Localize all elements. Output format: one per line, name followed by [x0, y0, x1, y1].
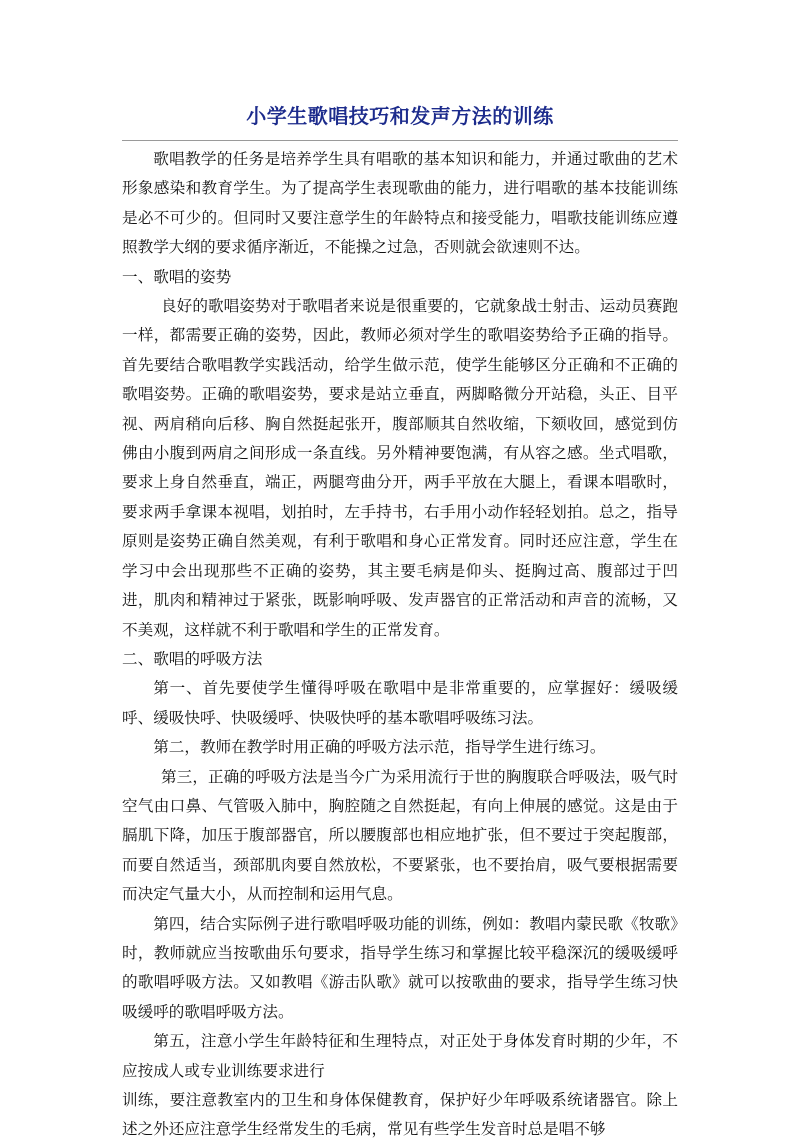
breathing-point-5: 第五，注意小学生年龄特征和生理特点，对正处于身体发育时期的少年，不应按成人或专业训练要求进行 — [122, 1032, 678, 1080]
intro-paragraph: 歌唱教学的任务是培养学生具有唱歌的基本知识和能力，并通过歌曲的艺术形象感染和教育学生。为了提高学生表现歌曲的能力，进行唱歌的基本技能训练是必不可少的。但同时又要注意学生的年龄特点和接受能力，唱歌技能训练应遵照教学大纲的要求循序渐近，不能操之过急，否则就会欲速则不达。 — [122, 150, 678, 257]
posture-paragraph: 良好的歌唱姿势对于歌唱者来说是很重要的，它就象战士射击、运动员赛跑一样，都需要正确的姿势，因此，教师必须对学生的歌唱姿势给予正确的指导。首先要结合歌唱教学实践活动，给学生做示范，使学生能够区分正确和不正确的歌唱姿势。正确的歌唱姿势，要求是站立垂直，两脚略微分开站稳，头正、目平视、两肩稍向后移、胸自然挺起张开，腹部顺其自然收缩，下颏收回，感觉到仿佛由小腹到两肩之间形成一条直线。另外精神要饱满，有从容之感。坐式唱歌，要求上身自然垂直，端正，两腿弯曲分开，两手平放在大腿上，看课本唱歌时，要求两手拿课本视唱，划拍时，左手持书，右手用小动作轻轻划拍。总之，指导原则是姿势正确自然美观，有利于歌唱和身心正常发育。同时还应注意，学生在学习中会出现那些不正确的姿势，其主要毛病是仰头、挺胸过高、腹部过于凹进，肌肉和精神过于紧张，既影响呼吸、发声器官的正常活动和声音的流畅，又不美观，这样就不利于歌唱和学生的正常发育。 — [122, 297, 678, 639]
section-heading-breathing: 二、歌唱的呼吸方法 — [122, 649, 263, 668]
breathing-point-2: 第二，教师在教学时用正确的呼吸方法示范，指导学生进行练习。 — [153, 738, 606, 757]
breathing-point-5-continued: 训练，要注意教室内的卫生和身体保健教育，保护好少年呼吸系统诸器官。除上述之外还应注意学生经常发生的毛病，常见有些学生发音时总是唱不够 — [122, 1091, 678, 1139]
breathing-point-3: 第三，正确的呼吸方法是当今广为采用流行于世的胸腹联合呼吸法，吸气时空气由口鼻、气管吸入肺中，胸腔随之自然挺起，有向上伸展的感觉。这是由于膈肌下降，加压于腹部器官，所以腰腹部也相应地扩张，但不要过于突起腹部，而要自然适当，颈部肌肉要自然放松，不要紧张，也不要抬肩，吸气要根据需要而决定气量大小，从而控制和运用气息。 — [122, 767, 678, 904]
document-body — [122, 145, 678, 1145]
document-page — [122, 96, 678, 1145]
breathing-point-1: 第一、首先要使学生懂得呼吸在歌唱中是非常重要的，应掌握好：缓吸缓呼、缓吸快呼、快吸缓呼、快吸快呼的基本歌唱呼吸练习法。 — [122, 679, 678, 727]
document-title: 小学生歌唱技巧和发声方法的训练 — [246, 104, 554, 128]
title-divider — [122, 140, 678, 141]
breathing-point-4: 第四，结合实际例子进行歌唱呼吸功能的训练，例如：教唱内蒙民歌《牧歌》时，教师就应当按歌曲乐句要求，指导学生练习和掌握比较平稳深沉的缓吸缓呼的歌唱呼吸方法。又如教唱《游击队歌》就可以按歌曲的要求，指导学生练习快吸缓呼的歌唱呼吸方法。 — [122, 914, 678, 1021]
section-heading-posture: 一、歌唱的姿势 — [122, 267, 232, 286]
